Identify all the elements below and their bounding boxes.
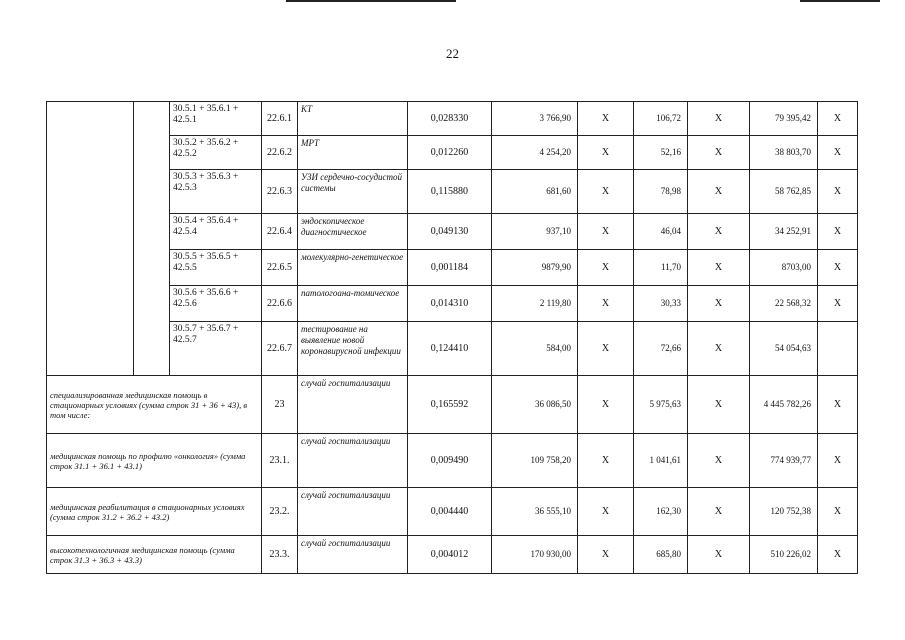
cell-c10: 120 752,38 — [750, 488, 818, 536]
empty-cell — [134, 102, 170, 376]
cell-c5: 0,012260 — [408, 136, 492, 170]
cell-c9: Х — [688, 136, 750, 170]
row-number: 22.6.7 — [262, 322, 298, 376]
row-number: 23 — [262, 376, 298, 434]
row-code: 30.5.7 + 35.6.7 + 42.5.7 — [170, 322, 262, 376]
row-unit: эндоскопическое диагностическое — [298, 214, 408, 250]
cell-c5: 0,014310 — [408, 286, 492, 322]
cell-c5: 0,004440 — [408, 488, 492, 536]
cell-c6: 937,10 — [492, 214, 578, 250]
row-number: 23.1. — [262, 434, 298, 488]
cell-c9: Х — [688, 376, 750, 434]
row-number: 22.6.5 — [262, 250, 298, 286]
cell-c10: 34 252,91 — [750, 214, 818, 250]
cell-c7: Х — [578, 536, 634, 574]
cell-c5: 0,009490 — [408, 434, 492, 488]
cell-c7: Х — [578, 376, 634, 434]
cell-c5: 0,004012 — [408, 536, 492, 574]
row-code: 30.5.6 + 35.6.6 + 42.5.6 — [170, 286, 262, 322]
cell-c7: Х — [578, 136, 634, 170]
cell-c9: Х — [688, 102, 750, 136]
row-label: медицинская реабилитация в стационарных условиях (сумма строк 31.2 + 36.2 + 43.2) — [47, 488, 262, 536]
cell-c11 — [818, 322, 858, 376]
cell-c6: 9879,90 — [492, 250, 578, 286]
cell-c11: Х — [818, 376, 858, 434]
cell-c11: Х — [818, 136, 858, 170]
cell-c7: Х — [578, 170, 634, 214]
budget-table — [46, 101, 858, 574]
table-row — [47, 536, 858, 574]
row-label: медицинская помощь по профилю «онкология» (сумма строк 31.1 + 36.1 + 43.1) — [47, 434, 262, 488]
row-number: 22.6.1 — [262, 102, 298, 136]
row-number: 23.2. — [262, 488, 298, 536]
cell-c9: Х — [688, 322, 750, 376]
row-unit: случай госпитализации — [298, 434, 408, 488]
cell-c11: Х — [818, 488, 858, 536]
cell-c11: Х — [818, 170, 858, 214]
cell-c8: 11,70 — [634, 250, 688, 286]
cell-c5: 0,049130 — [408, 214, 492, 250]
cell-c9: Х — [688, 488, 750, 536]
row-code: 30.5.3 + 35.6.3 + 42.5.3 — [170, 170, 262, 214]
cell-c5: 0,115880 — [408, 170, 492, 214]
table-row — [47, 376, 858, 434]
cell-c7: Х — [578, 214, 634, 250]
cell-c5: 0,028330 — [408, 102, 492, 136]
cell-c8: 5 975,63 — [634, 376, 688, 434]
cell-c10: 58 762,85 — [750, 170, 818, 214]
row-code: 30.5.4 + 35.6.4 + 42.5.4 — [170, 214, 262, 250]
cell-c9: Х — [688, 434, 750, 488]
cell-c10: 79 395,42 — [750, 102, 818, 136]
scan-top-line-left — [286, 0, 456, 2]
cell-c9: Х — [688, 250, 750, 286]
row-number: 22.6.2 — [262, 136, 298, 170]
row-unit: молекулярно-генетическое — [298, 250, 408, 286]
row-unit: случай госпитализации — [298, 376, 408, 434]
row-label: высокотехнологичная медицинская помощь (сумма строк 31.3 + 36.3 + 43.3) — [47, 536, 262, 574]
scan-top-line-right — [800, 0, 880, 2]
empty-cell — [47, 102, 134, 376]
row-unit: патологоана-томическое — [298, 286, 408, 322]
cell-c5: 0,124410 — [408, 322, 492, 376]
row-unit: случай госпитализации — [298, 488, 408, 536]
cell-c9: Х — [688, 286, 750, 322]
row-unit: МРТ — [298, 136, 408, 170]
cell-c10: 774 939,77 — [750, 434, 818, 488]
cell-c11: Х — [818, 214, 858, 250]
row-code: 30.5.1 + 35.6.1 + 42.5.1 — [170, 102, 262, 136]
row-unit: случай госпитализации — [298, 536, 408, 574]
row-number: 22.6.6 — [262, 286, 298, 322]
cell-c9: Х — [688, 214, 750, 250]
cell-c10: 22 568,32 — [750, 286, 818, 322]
cell-c11: Х — [818, 434, 858, 488]
cell-c8: 52,16 — [634, 136, 688, 170]
cell-c9: Х — [688, 536, 750, 574]
row-unit: УЗИ сердечно-сосудистой системы — [298, 170, 408, 214]
cell-c5: 0,001184 — [408, 250, 492, 286]
cell-c11: Х — [818, 250, 858, 286]
cell-c8: 162,30 — [634, 488, 688, 536]
row-code: 30.5.2 + 35.6.2 + 42.5.2 — [170, 136, 262, 170]
cell-c8: 78,98 — [634, 170, 688, 214]
table-row — [47, 102, 858, 136]
cell-c8: 46,04 — [634, 214, 688, 250]
cell-c8: 30,33 — [634, 286, 688, 322]
cell-c8: 1 041,61 — [634, 434, 688, 488]
cell-c11: Х — [818, 102, 858, 136]
cell-c10: 54 054,63 — [750, 322, 818, 376]
row-number: 23.3. — [262, 536, 298, 574]
cell-c10: 8703,00 — [750, 250, 818, 286]
cell-c6: 36 555,10 — [492, 488, 578, 536]
cell-c6: 4 254,20 — [492, 136, 578, 170]
row-unit: КТ — [298, 102, 408, 136]
cell-c10: 510 226,02 — [750, 536, 818, 574]
cell-c8: 685,80 — [634, 536, 688, 574]
cell-c11: Х — [818, 286, 858, 322]
table-row — [47, 434, 858, 488]
cell-c6: 584,00 — [492, 322, 578, 376]
cell-c6: 2 119,80 — [492, 286, 578, 322]
cell-c7: Х — [578, 434, 634, 488]
page-number: 22 — [446, 46, 459, 61]
cell-c7: Х — [578, 286, 634, 322]
row-number: 22.6.3 — [262, 170, 298, 214]
cell-c6: 681,60 — [492, 170, 578, 214]
cell-c6: 170 930,00 — [492, 536, 578, 574]
cell-c6: 36 086,50 — [492, 376, 578, 434]
cell-c10: 4 445 782,26 — [750, 376, 818, 434]
row-label: специализированная медицинская помощь в стационарных условиях (сумма строк 31 + 36 + 43), в том числе: — [47, 376, 262, 434]
cell-c9: Х — [688, 170, 750, 214]
row-code: 30.5.5 + 35.6.5 + 42.5.5 — [170, 250, 262, 286]
row-unit: тестирование на выявление новой коронавирусной инфекции — [298, 322, 408, 376]
cell-c7: Х — [578, 488, 634, 536]
cell-c7: Х — [578, 322, 634, 376]
cell-c7: Х — [578, 250, 634, 286]
cell-c6: 3 766,90 — [492, 102, 578, 136]
cell-c8: 72,66 — [634, 322, 688, 376]
cell-c5: 0,165592 — [408, 376, 492, 434]
cell-c10: 38 803,70 — [750, 136, 818, 170]
cell-c6: 109 758,20 — [492, 434, 578, 488]
row-number: 22.6.4 — [262, 214, 298, 250]
cell-c11: Х — [818, 536, 858, 574]
cell-c7: Х — [578, 102, 634, 136]
table-row — [47, 488, 858, 536]
cell-c8: 106,72 — [634, 102, 688, 136]
